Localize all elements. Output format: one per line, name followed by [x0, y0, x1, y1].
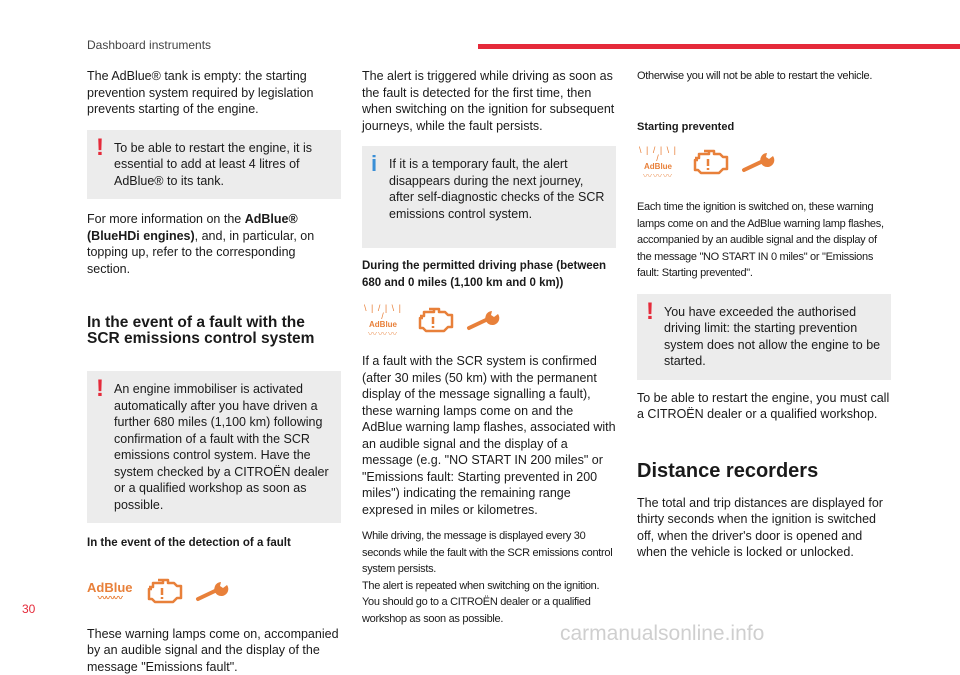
- adblue-warning-icon: \ | / | \ | / AdBlue 〰〰〰: [362, 304, 404, 338]
- column-2: [362, 68, 616, 627]
- warning-lamps: [87, 574, 341, 610]
- paragraph: The total and trip distances are displayed for thirty seconds when the ignition is switched off, when the driver's door is opened and when the vehicle is locked or unlocked.: [637, 495, 891, 561]
- page-number: 30: [22, 602, 35, 616]
- paragraph: For more information on the AdBlue® (BlueHDi engines), and, in particular, on topping up, refer to the corresponding section.: [87, 211, 341, 277]
- paragraph: The alert is repeated when switching on the ignition. You should go to a CITROËN dealer or a qualified workshop as soon as possible.: [362, 578, 616, 628]
- paragraph: To be able to restart the engine, you must call a CITROËN dealer or a qualified workshop.: [637, 390, 891, 423]
- service-wrench-icon: [195, 577, 231, 607]
- warning-box: [87, 371, 341, 523]
- adblue-warning-icon: \ | / | \ | / AdBlue 〰〰〰: [637, 146, 679, 180]
- paragraph: These warning lamps come on, accompanied by an audible signal and the display of the message "Emissions fault".: [87, 626, 341, 675]
- adblue-warning-icon: AdBlue 〰〰〰: [87, 581, 133, 602]
- header-accent-bar: [478, 44, 960, 49]
- section-heading: Distance recorders: [637, 459, 891, 483]
- warning-icon: !: [96, 377, 104, 401]
- column-3: [637, 68, 891, 561]
- paragraph: Each time the ignition is switched on, these warning lamps come on and the AdBlue warning lamp flashes, accompanied by an audible signal and the display of the message "NO START IN 0 miles" or "Emissions fault: Starting prevented".: [637, 199, 891, 282]
- warning-text: To be able to restart the engine, it is essential to add at least 4 litres of AdBlue® to its tank.: [114, 140, 331, 190]
- column-1: [87, 68, 341, 675]
- warning-text: An engine immobiliser is activated automatically after you have driven a further 680 miles (1,100 km) following confirmation of a fault with the SCR emissions control system. Have the system checked by a CITROËN dealer or a qualified workshop as soon as possible.: [114, 381, 331, 513]
- warning-icon: !: [96, 136, 104, 160]
- engine-warning-icon: [691, 148, 729, 178]
- warning-text: You have exceeded the authorised driving limit: the starting prevention system does not allow the engine to be started.: [664, 304, 881, 370]
- warning-icon: !: [646, 300, 654, 324]
- service-wrench-icon: [466, 306, 502, 336]
- subheading: In the event of the detection of a fault: [87, 535, 341, 552]
- engine-warning-icon: [145, 577, 183, 607]
- engine-warning-icon: [416, 306, 454, 336]
- warning-lamps: [637, 145, 891, 181]
- watermark: carmanualsonline.info: [560, 622, 764, 646]
- section-title: Dashboard instruments: [87, 38, 211, 52]
- subheading: During the permitted driving phase (between 680 and 0 miles (1,100 km and 0 km)): [362, 258, 616, 291]
- paragraph: The AdBlue® tank is empty: the starting prevention system required by legislation prevents starting of the engine.: [87, 68, 341, 118]
- warning-box: [637, 294, 891, 380]
- paragraph: Otherwise you will not be able to restart the vehicle.: [637, 68, 891, 85]
- info-text: If it is a temporary fault, the alert disappears during the next journey, after self-diagnostic checks of the SCR emissions control system.: [389, 156, 606, 222]
- paragraph: While driving, the message is displayed every 30 seconds while the fault with the SCR emissions control system persists.: [362, 528, 616, 578]
- subheading: Starting prevented: [637, 119, 891, 136]
- paragraph: If a fault with the SCR system is confirmed (after 30 miles (50 km) with the permanent display of the message signalling a fault), these warning lamps come on and the AdBlue warning lamp flashes, associated with an audible signal and the display of a message (e.g. "NO START IN 200 miles" or "Emissions fault: Starting prevented in 200 miles") indicating the remaining range expresed in miles or kilometres.: [362, 353, 616, 518]
- warning-lamps: [362, 303, 616, 339]
- info-box: [362, 146, 616, 248]
- info-icon: i: [371, 152, 377, 176]
- service-wrench-icon: [741, 148, 777, 178]
- paragraph: The alert is triggered while driving as soon as the fault is detected for the first time, then when switching on the ignition for subsequent journeys, while the fault persists.: [362, 68, 616, 134]
- warning-box: [87, 130, 341, 200]
- section-heading: In the event of a fault with the SCR emissions control system: [87, 315, 341, 347]
